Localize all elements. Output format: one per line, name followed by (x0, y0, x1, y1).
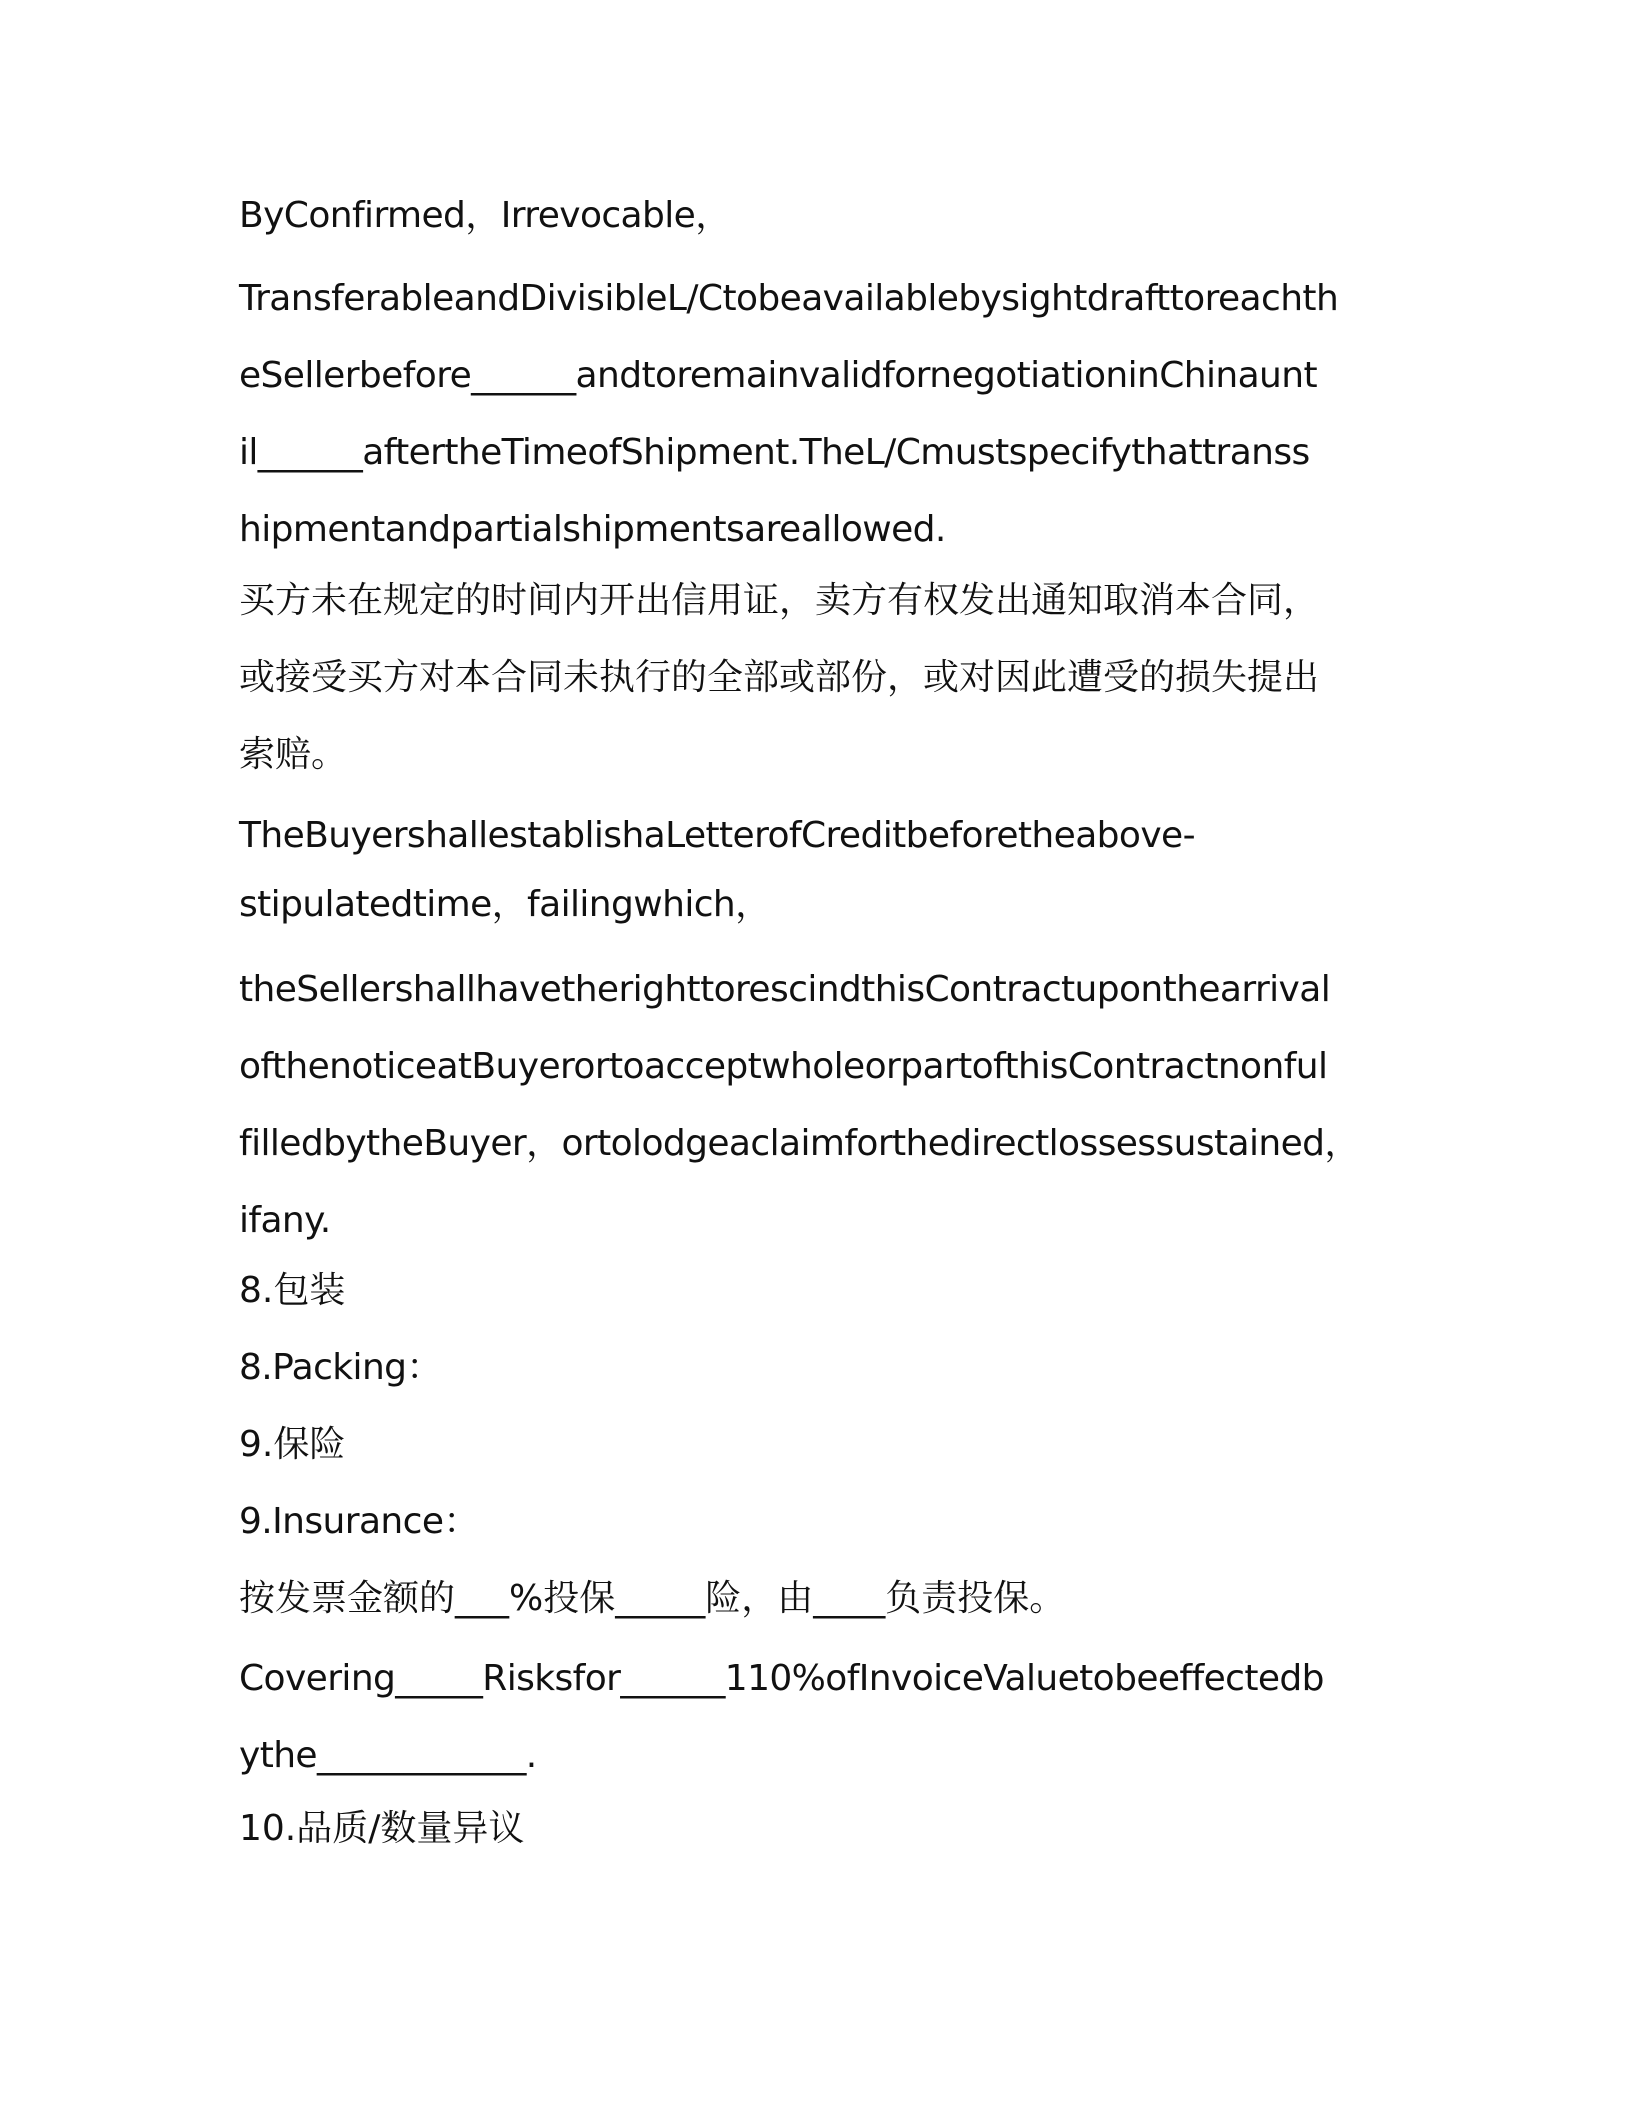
section-heading: 9.保险 (239, 1424, 346, 1465)
section-heading: 9.Insurance： (239, 1501, 479, 1542)
text-line: 索赔。 (239, 734, 348, 775)
text-line: stipulatedtime，failingwhich， (239, 884, 771, 925)
text-line: theSellershallhavetherighttorescindthisContractuponthearrival (239, 969, 1331, 1010)
text-line: ByConfirmed，Irrevocable， (239, 195, 731, 236)
text-line: hipmentandpartialshipmentsareallowed. (239, 509, 946, 550)
text-line: Covering_____Risksfor______110%ofInvoiceValuetobeeffectedb (239, 1658, 1324, 1699)
text-line: filledbytheBuyer，ortolodgeaclaimforthedirectlossessustained， (239, 1123, 1360, 1164)
text-line: ofthenoticeatBuyerortoacceptwholeorpartofthisContractnonful (239, 1046, 1328, 1087)
text-line: TransferableandDivisibleL/Ctobeavailablebysightdrafttoreachth (239, 278, 1339, 319)
section-heading: 8.包装 (239, 1270, 346, 1311)
section-heading: 8.Packing： (239, 1347, 442, 1388)
text-line: ifany. (239, 1200, 331, 1241)
section-heading: 10.品质/数量异议 (239, 1808, 525, 1849)
text-line: 或接受买方对本合同未执行的全部或部份，或对因此遭受的损失提出 (239, 657, 1320, 698)
text-line: ythe____________. (239, 1735, 537, 1776)
text-line: TheBuyershallestablishaLetterofCreditbeforetheabove- (239, 815, 1195, 856)
text-line: eSellerbefore______andtoremainvalidfornegotiationinChinaunt (239, 355, 1317, 396)
text-line: il______aftertheTimeofShipment.TheL/Cmustspecifythattranss (239, 432, 1310, 473)
text-line: 按发票金额的___%投保_____险，由____负责投保。 (239, 1578, 1066, 1619)
text-line: 买方未在规定的时间内开出信用证，卖方有权发出通知取消本合同， (239, 580, 1320, 621)
